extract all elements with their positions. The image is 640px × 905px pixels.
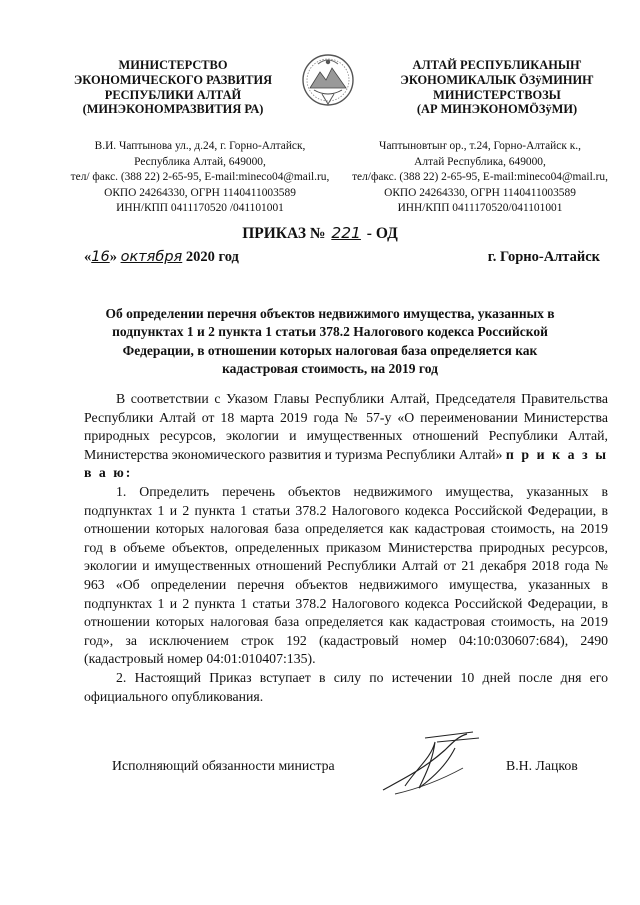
- order-word: п р и к а з ы в а ю:: [84, 446, 608, 481]
- date-quote-open: «: [84, 249, 92, 265]
- address-line: Республика Алтай, 649000,: [134, 155, 266, 168]
- ministry-name-line: МИНИСТЕРСТВО: [118, 58, 228, 72]
- address-line: Чаптыновтыҥ ор., т.24, Горно-Алтайск к.,: [379, 140, 581, 152]
- address-block-russian: [50, 139, 350, 217]
- ministry-name-line: ЭКОНОМИКАЛЫК ÖЗÿМИНИҤ: [400, 72, 594, 87]
- subject-line: подпунктах 1 и 2 пункта 1 статьи 378.2 Налогового кодекса Российской: [112, 324, 548, 340]
- intro-paragraph: [84, 390, 608, 483]
- address-line: ИНН/КПП 0411170520/041101001: [397, 202, 563, 214]
- coat-of-arms-emblem: [300, 50, 356, 112]
- order-day: 16: [91, 249, 110, 265]
- order-title-prefix: ПРИКАЗ №: [242, 225, 326, 242]
- ministry-name-line: АЛТАЙ РЕСПУБЛИКАНЫҤ: [412, 58, 582, 72]
- address-line: тел/факс. (388 22) 2-65-95, E-mail:mineco04@mail.ru,: [352, 171, 608, 183]
- item-1-paragraph: 1. Определить перечень объектов недвижимого имущества, указанных в подпунктах 1 и 2 пункта 1 статьи 378.2 Налогового кодекса Российской Федерации, в отношении которых налоговая база определяется как кадастровая стоимость, на 2019 год в объеме объектов, определенных приказом Министерства природных ресурсов, экологии и имущественных отношений Республики Алтай от 21 декабря 2018 года № 963 «Об определении перечня объектов недвижимого имущества, указанных в подпунктах 1 и 2 пункта 1 статьи 378.2 Налогового кодекса Российской Федерации, в отношении которых налоговая база определяется как кадастровая стоимость, на 2019 год», за исключением строк 192 (кадастровый номер 04:10:030607:684), 2490 (кадастровый номер 04:01:010407:135).: [84, 483, 608, 667]
- order-title-suffix: - ОД: [366, 225, 398, 242]
- order-subject: [60, 305, 600, 379]
- item-2-paragraph: 2. Настоящий Приказ вступает в силу по истечении 10 дней после дня его официального опубликования.: [84, 669, 608, 704]
- order-date: [84, 249, 239, 266]
- ministry-name-line: (МИНЭКОНОМРАЗВИТИЯ РА): [82, 102, 264, 117]
- subject-line: Об определении перечня объектов недвижимого имущества, указанных в: [105, 306, 555, 321]
- subject-line: Федерации, в отношении которых налоговая база определяется как: [122, 342, 538, 358]
- order-month: октября: [120, 249, 183, 265]
- ministry-name-line: (АР МИНЭКОНОМÖЗÿМИ): [416, 102, 578, 117]
- address-line: В.И. Чаптынова ул., д.24, г. Горно-Алтайск,: [94, 140, 306, 152]
- handwritten-signature: [375, 728, 485, 798]
- address-line: ОКПО 24264330, ОГРН 1140411003589: [104, 186, 296, 199]
- address-block-altai: [330, 139, 630, 217]
- subject-line: кадастровая стоимость, на 2019 год: [222, 361, 438, 377]
- date-quote-close: »: [109, 249, 117, 265]
- signatory-role: Исполняющий обязанности министра: [112, 758, 335, 773]
- ministry-name-line: МИНИСТЕРСТВОЗЫ: [433, 87, 561, 102]
- ministry-name-line: РЕСПУБЛИКИ АЛТАЙ: [104, 87, 242, 102]
- order-number: 221: [331, 224, 361, 242]
- order-body: [84, 390, 608, 706]
- address-line: ОКПО 24264330, ОГРН 1140411003589: [384, 186, 576, 199]
- order-title: [0, 224, 640, 243]
- address-line: ИНН/КПП 0411170520 /041101001: [116, 202, 284, 214]
- order-city: г. Горно-Алтайск: [487, 249, 600, 265]
- address-line: тел/ факс. (388 22) 2-65-95, E-mail:mineco04@mail.ru,: [70, 171, 330, 183]
- ministry-name-altai: [372, 58, 622, 117]
- signatory-name: В.Н. Лацков: [506, 758, 578, 773]
- intro-text: В соответствии с Указом Главы Республики Алтай, Председателя Правительства Республики Алтай от 18 марта 2019 года № 57-у «О переименовании Министерства природных ресурсов, экологии и имущественных отношений Республики Алтай, Министерства экономического развития и туризма Республики Алтай»: [84, 391, 608, 462]
- order-year: 2020 год: [185, 249, 239, 265]
- ministry-name-russian: [58, 58, 288, 117]
- ministry-name-line: ЭКОНОМИЧЕСКОГО РАЗВИТИЯ: [73, 72, 273, 87]
- address-line: Алтай Республика, 649000,: [414, 155, 546, 168]
